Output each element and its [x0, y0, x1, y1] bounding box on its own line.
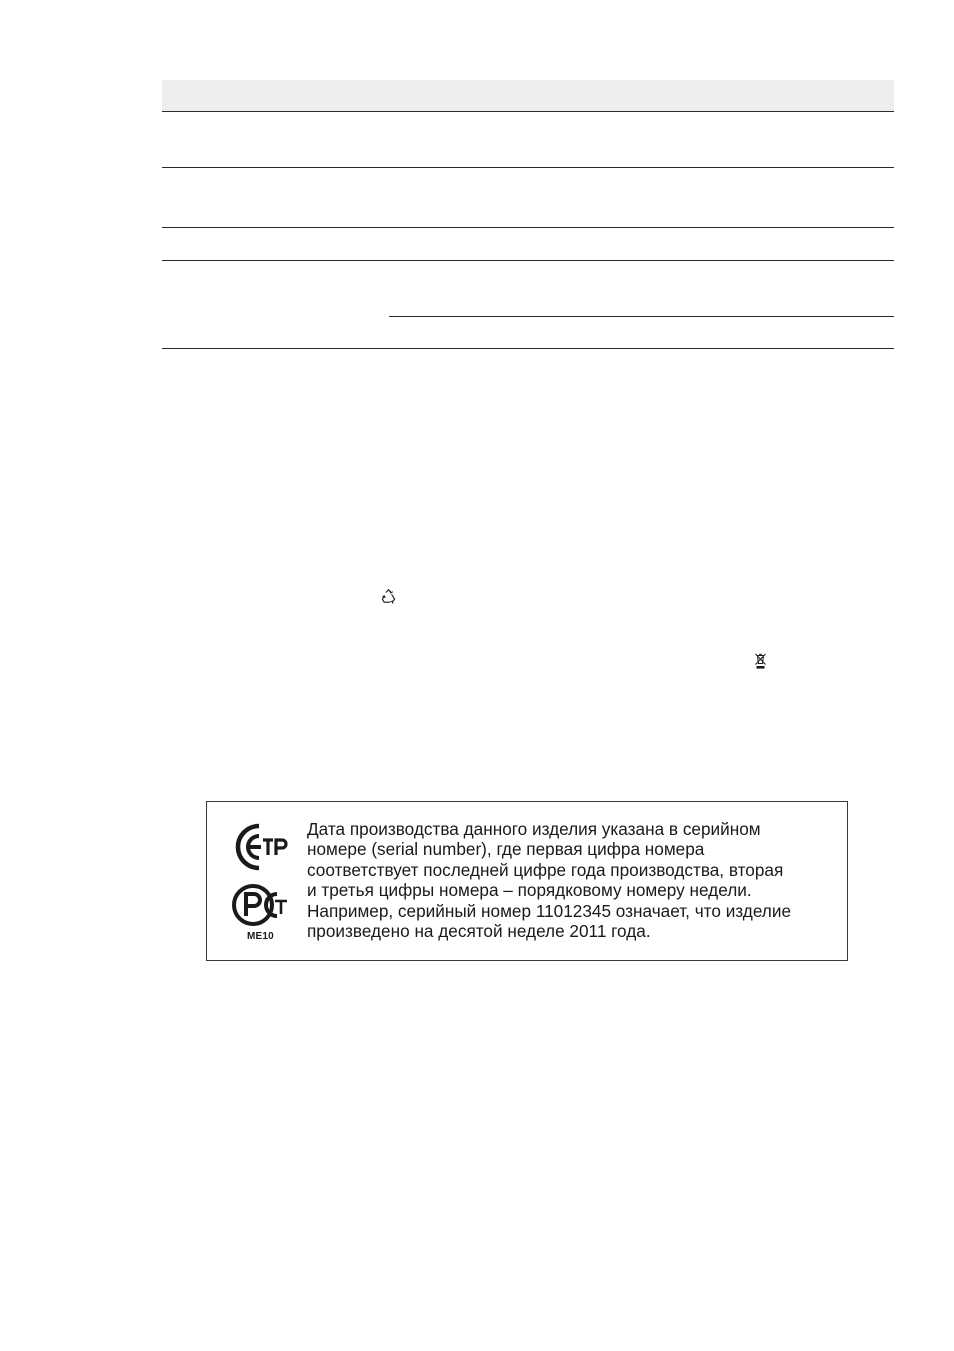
notice-line: номере (serial number), где первая цифра номера	[307, 839, 705, 860]
notice-line: произведено на десятой неделе 2011 года.	[307, 921, 651, 942]
notice-text	[307, 819, 837, 941]
eac-tr-mark-icon	[231, 822, 291, 874]
spec-table-rule	[162, 111, 894, 112]
spec-table-rule	[162, 348, 894, 349]
spec-table-rule	[162, 227, 894, 228]
notice-line: и третья цифры номера – порядковому номеру недели.	[307, 880, 752, 901]
rst-mark-icon	[231, 882, 291, 928]
spec-table-rule	[162, 260, 894, 261]
spec-table-header-band	[162, 80, 894, 111]
crossed-bin-icon	[754, 652, 767, 670]
mark-code: ME10	[247, 931, 274, 942]
notice-line: Дата производства данного изделия указана в серийном	[307, 819, 761, 839]
spec-table-subrule	[389, 316, 894, 317]
notice-line: соответствует последней цифре года производства, вторая	[307, 859, 784, 880]
production-date-notice	[206, 801, 848, 961]
spec-table-rule	[162, 167, 894, 168]
notice-line: Например, серийный номер 11012345 означает, что изделие	[307, 900, 791, 921]
recycle-icon	[380, 588, 397, 605]
